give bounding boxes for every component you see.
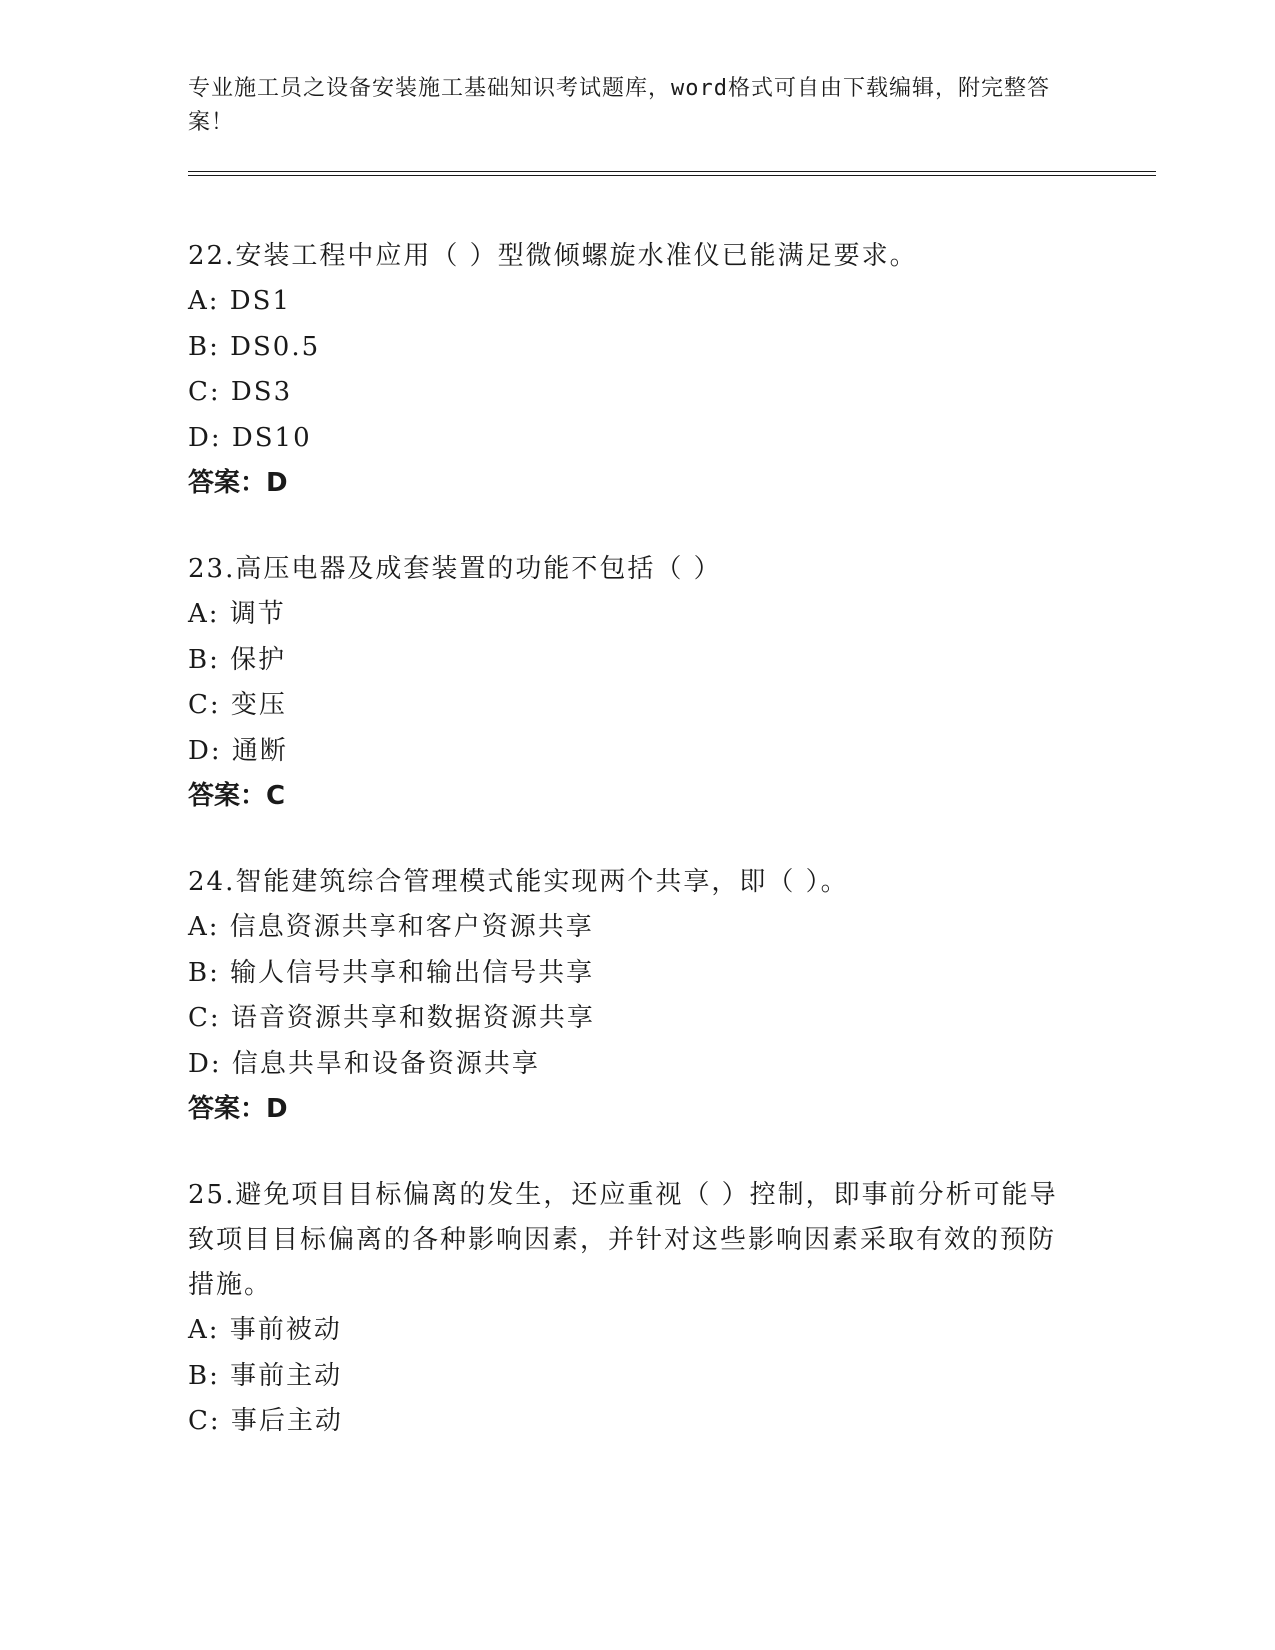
question-list	[188, 234, 1068, 1487]
option-d: D: 通断	[188, 735, 288, 766]
option-d: D: DS10	[188, 422, 312, 453]
option-a: A: 事前被动	[188, 1315, 342, 1345]
option-b: B: 保护	[188, 644, 287, 675]
option-c: C: 事后主动	[188, 1406, 343, 1436]
option-b: B: 事前主动	[188, 1360, 343, 1391]
question-stem: 24.智能建筑综合管理模式能实现两个共享，即（ ）。	[188, 867, 849, 897]
question-25	[188, 1173, 1068, 1445]
question-24	[188, 860, 1068, 1131]
option-b: B: DS0.5	[188, 331, 321, 362]
option-c: C: 语音资源共享和数据资源共享	[188, 1003, 595, 1033]
question-stem: 22.安装工程中应用（ ）型微倾螺旋水准仪已能满足要求。	[188, 241, 918, 271]
header-divider-top	[188, 171, 1156, 172]
option-c: C: DS3	[188, 377, 293, 407]
answer: 答案：D	[188, 468, 288, 498]
header-divider-bottom	[188, 175, 1156, 176]
option-a: A: DS1	[188, 286, 291, 316]
question-23	[188, 547, 1068, 818]
option-c: C: 变压	[188, 690, 287, 720]
option-b: B: 输人信号共享和输出信号共享	[188, 957, 595, 988]
answer: 答案：D	[188, 1094, 288, 1124]
option-a: A: 信息资源共享和客户资源共享	[188, 912, 594, 942]
question-22	[188, 234, 1068, 505]
answer: 答案：C	[188, 781, 286, 811]
question-stem: 25.避免项目目标偏离的发生，还应重视（ ）控制，即事前分析可能导致项目目标偏离的各种影响因素，并针对这些影响因素采取有效的预防措施。	[188, 1180, 1058, 1300]
option-a: A: 调节	[188, 599, 286, 629]
question-stem: 23.高压电器及成套装置的功能不包括（ ）	[188, 554, 722, 584]
option-d: D: 信息共旱和设备资源共享	[188, 1048, 540, 1079]
document-header: 专业施工员之设备安装施工基础知识考试题库，word格式可自由下载编辑，附完整答案！	[188, 76, 1050, 135]
